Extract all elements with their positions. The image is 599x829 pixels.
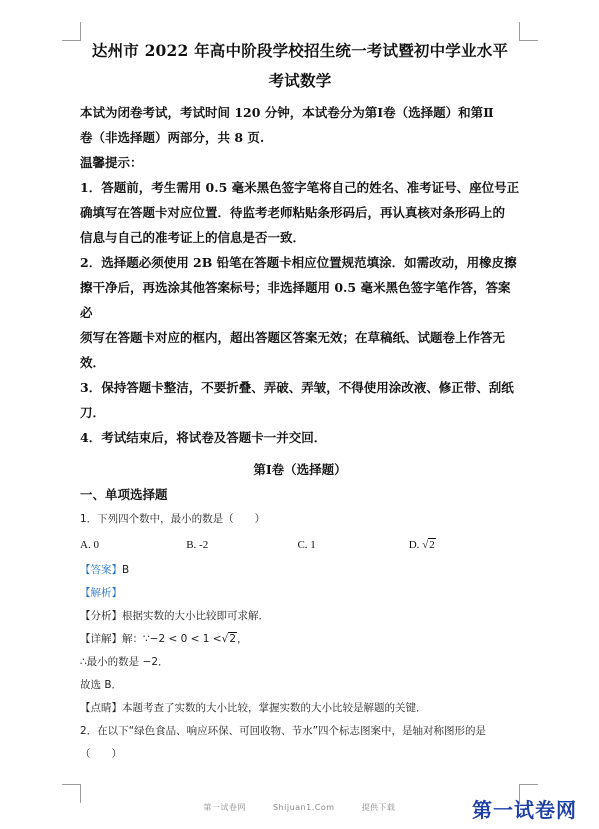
tip-line: 1．答题前，考生需用 0.5 毫米黑色签字笔将自己的姓名、准考证号、座位号正 <box>80 180 520 195</box>
answer-value: B <box>122 564 130 576</box>
xiangjie-tag: 【详解】 <box>80 633 122 645</box>
crop-mark-top-left <box>62 22 81 41</box>
title-line-1: 达州市 2022 年高中阶段学校招生统一考试暨初中学业水平 <box>91 41 509 60</box>
option-c: C. 1 <box>297 539 316 551</box>
option-d: D. √2 <box>409 531 520 559</box>
question-1-options <box>80 531 520 559</box>
fenxi-tag: 【分析】 <box>80 610 122 622</box>
tip-line: 3．保持答题卡整洁，不要折叠、弄破、弄皱，不得使用涂改液、修正带、刮纸 <box>80 380 514 395</box>
tip-line: 刀． <box>80 405 106 420</box>
intro-line-1: 本试为闭卷考试，考试时间 120 分钟，本试卷分为第Ⅰ卷（选择题）和第Ⅱ <box>80 105 494 120</box>
tip-line: 4．考试结束后，将试卷及答题卡一并交回． <box>80 430 327 445</box>
tip-line: 信息与自己的准考证上的信息是否一致． <box>80 230 306 245</box>
xiangjie-line: 【详解】解：∵−2 < 0 < 1 <√2， <box>80 628 520 651</box>
tips-heading: 温馨提示： <box>80 155 143 170</box>
tip-line: 效． <box>80 355 106 370</box>
footer-site-name: 第一试卷网 <box>203 803 246 812</box>
fenxi-text: 根据实数的大小比较即可求解． <box>122 610 269 622</box>
document-body <box>80 36 520 766</box>
analysis-tag: 【解析】 <box>80 587 122 599</box>
question-2-stem: 2．在以下“绿色食品、响应环保、可回收物、节水”四个标志图案中，是轴对称图形的是 <box>80 725 487 737</box>
option-b: B. -2 <box>186 539 209 551</box>
question-1-stem: 1．下列四个数中，最小的数是（ ） <box>80 513 266 525</box>
question-2-stem-cont: （ ） <box>80 748 122 760</box>
answer-tag: 【答案】 <box>80 564 122 576</box>
tip-line: 确填写在答题卡对应位置．待监考老师粘贴条形码后，再认真核对条形码上的 <box>80 205 506 220</box>
intro-line-2: 卷（非选择题）两部分，共 8 页. <box>80 130 265 145</box>
xiangjie-text: 解：∵−2 < 0 < 1 < <box>122 633 222 645</box>
dianjing-tag: 【点睛】 <box>80 702 122 714</box>
tip-line: 须写在答题卡对应的框内，超出答题区答案无效；在草稿纸、试题卷上作答无 <box>80 330 506 345</box>
sqrt-symbol: √2 <box>422 539 435 551</box>
footer-site-url: Shijuan1.Com <box>272 803 335 812</box>
dianjing-text: 本题考查了实数的大小比较，掌握实数的大小比较是解题的关键． <box>122 702 427 714</box>
tip-line: 2．选择题必须使用 2B 铅笔在答题卡相应位置规范填涂．如需改动，用橡皮擦 <box>80 255 517 270</box>
section-title: 第Ⅰ卷（选择题） <box>253 462 347 477</box>
answer-line <box>80 559 520 582</box>
footer-download: 提供下载 <box>361 803 396 812</box>
tip-line: 擦干净后，再选涂其他答案标号；非选择题用 0.5 毫米黑色签字笔作答，答案必 <box>80 280 511 320</box>
fenxi-line <box>80 605 520 628</box>
conclusion-line: ∴最小的数是 −2． <box>80 656 169 668</box>
option-a: A. 0 <box>80 539 99 551</box>
brand-logo-text: 第一试卷网 <box>472 798 577 822</box>
dianjing-line <box>80 697 520 720</box>
crop-mark-top-right <box>519 22 538 41</box>
choice-line: 故选 B． <box>80 679 123 691</box>
sqrt-symbol: √2 <box>221 633 236 645</box>
analysis-line <box>80 582 520 605</box>
crop-mark-bottom-left <box>62 784 81 803</box>
title-line-2: 考试数学 <box>268 71 332 90</box>
part-heading: 一、单项选择题 <box>80 487 168 502</box>
